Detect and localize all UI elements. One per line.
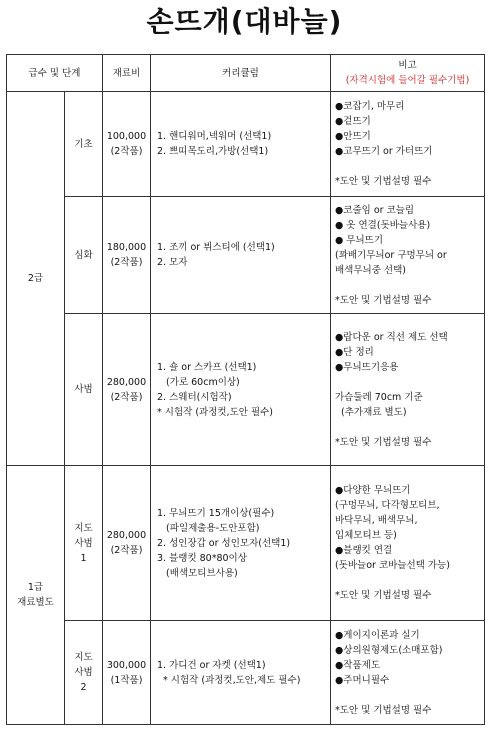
- curriculum-cell: 1. 조끼 or 뷔스티에 (선택1) 2. 모자: [151, 197, 331, 314]
- note-cell: ●코줄임 or 코늘림 ● 옷 연결(돗바늘사용) ● 무늬뜨기 (꽈배기무늬or 구멍무늬 or 배색무늬중 선택) *도안 및 기법설명 필수: [331, 197, 485, 314]
- fee-cell: 280,000 (2작품): [103, 466, 151, 621]
- curriculum-cell: 1. 무늬뜨기 15개이상(필수) (파일제출용-도안포함) 2. 성인장갑 or 성인모자(선택1) 3. 블랭킷 80*80이상 (배색모티브사용): [151, 466, 331, 621]
- header-curriculum: 커리큘럼: [151, 55, 331, 92]
- stage-cell: 기초: [65, 92, 103, 197]
- table-row: [7, 197, 485, 314]
- table-header-row: [7, 55, 485, 92]
- table-row: [7, 466, 485, 621]
- fee-cell: 180,000 (2작품): [103, 197, 151, 314]
- curriculum-cell: 1. 숄 or 스카프 (선택1) (가로 60cm이상) 2. 스웨터(시험작) * 시험작 (과정컷,도안 필수): [151, 314, 331, 466]
- stage-cell: 사범: [65, 314, 103, 466]
- stage-cell: 지도 사범 1: [65, 466, 103, 621]
- stage-cell: 지도 사범 2: [65, 621, 103, 725]
- table-row: [7, 621, 485, 725]
- note-cell: ●다양한 무늬뜨기 (구멍무늬, 다각형모티브, 바닥무늬, 배색무늬, 입체모티브 등) ●블랭킷 연결 (돗바늘or 코바늘선택 가능) *도안 및 기법설명 필수: [331, 466, 485, 621]
- header-note: [331, 55, 485, 92]
- note-cell: ●게이지이론과 실기 ●상의원형제도(소매포함) ●작품제도 ●주머니필수 *도안 및 기법설명 필수: [331, 621, 485, 725]
- grade-cell: 2급: [7, 92, 65, 466]
- note-cell: ●랍다운 or 직선 제도 선택 ●단 정리 ●무늬뜨기응용 가슴둘레 70cm 기준 (추가재료 별도) *도안 및 기법설명 필수: [331, 314, 485, 466]
- header-level: 급수 및 단계: [7, 55, 103, 92]
- fee-cell: 280,000 (2작품): [103, 314, 151, 466]
- table-row: [7, 92, 485, 197]
- fee-cell: 100,000 (2작품): [103, 92, 151, 197]
- header-note-label: 비고: [398, 60, 417, 71]
- header-fee: 재료비: [103, 55, 151, 92]
- grade-cell: 1급 재료별도: [7, 466, 65, 725]
- note-cell: ●코잡기, 마무리 ●겉뜨기 ●안뜨기 ●고무뜨기 or 가터뜨기 *도안 및 기법설명 필수: [331, 92, 485, 197]
- curriculum-cell: 1. 가디건 or 자켓 (선택1) * 시험작 (과정컷,도안,제도 필수): [151, 621, 331, 725]
- fee-cell: 300,000 (1작품): [103, 621, 151, 725]
- curriculum-table: [6, 54, 485, 725]
- stage-cell: 심화: [65, 197, 103, 314]
- table-row: [7, 314, 485, 466]
- page-title: 손뜨개(대바늘): [146, 5, 343, 38]
- header-note-sub: (자격시험에 들어갈 필수기법): [345, 75, 470, 86]
- curriculum-cell: 1. 핸디워머,넥워머 (선택1) 2. 쁘띠목도리,가방(선택1): [151, 92, 331, 197]
